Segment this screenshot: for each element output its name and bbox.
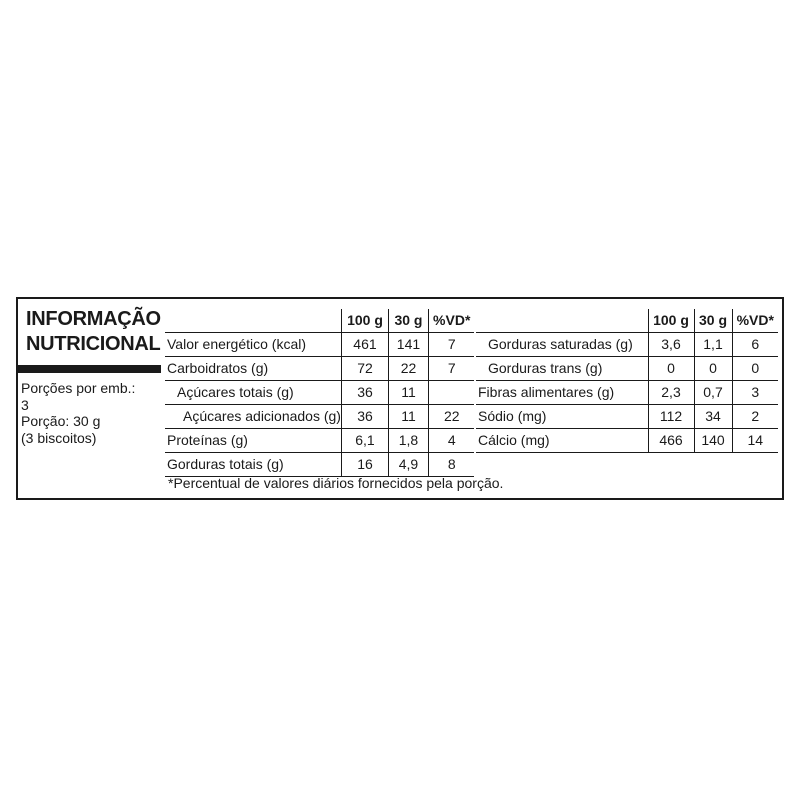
header-vd: %VD* <box>732 309 778 333</box>
nutrient-name: Açúcares totais (g) <box>165 381 341 405</box>
nutrient-name: Cálcio (mg) <box>476 429 648 453</box>
value-per-30g: 34 <box>694 405 732 429</box>
value-vd: 22 <box>428 405 474 429</box>
value-per-30g: 141 <box>388 333 428 357</box>
title-line-2: NUTRICIONAL <box>26 333 161 355</box>
table-row <box>476 357 778 381</box>
value-per-30g: 1,1 <box>694 333 732 357</box>
portions-label: Porções por emb.: <box>21 380 136 396</box>
header-per-30g: 30 g <box>694 309 732 333</box>
value-vd: 2 <box>732 405 778 429</box>
table-row <box>165 453 474 477</box>
title-line-1: INFORMAÇÃO <box>26 308 161 330</box>
value-per-30g: 4,9 <box>388 453 428 477</box>
value-per-100g: 36 <box>341 405 388 429</box>
value-per-100g: 16 <box>341 453 388 477</box>
value-per-30g: 0 <box>694 357 732 381</box>
table-row <box>476 333 778 357</box>
value-vd: 0 <box>732 357 778 381</box>
table-header-row <box>476 309 778 333</box>
value-vd: 4 <box>428 429 474 453</box>
serving-info <box>21 380 135 446</box>
value-per-100g: 461 <box>341 333 388 357</box>
nutrient-name: Carboidratos (g) <box>165 357 341 381</box>
nutrient-name: Gorduras saturadas (g) <box>476 333 648 357</box>
table-row <box>165 333 474 357</box>
header-blank <box>476 309 648 333</box>
nutrient-name: Sódio (mg) <box>476 405 648 429</box>
value-per-100g: 3,6 <box>648 333 694 357</box>
value-per-100g: 466 <box>648 429 694 453</box>
table-row <box>165 429 474 453</box>
value-vd: 7 <box>428 333 474 357</box>
value-per-30g: 1,8 <box>388 429 428 453</box>
value-per-30g: 11 <box>388 381 428 405</box>
nutrient-name: Proteínas (g) <box>165 429 341 453</box>
nutrition-table-left <box>165 309 474 477</box>
table-row <box>476 429 778 453</box>
portion-size: Porção: 30 g <box>21 413 101 429</box>
vd-footnote: *Percentual de valores diários fornecidos pela porção. <box>168 475 504 491</box>
value-per-30g: 140 <box>694 429 732 453</box>
nutrition-table-right <box>476 309 778 453</box>
table-row <box>165 357 474 381</box>
value-per-100g: 112 <box>648 405 694 429</box>
header-per-100g: 100 g <box>648 309 694 333</box>
value-vd: 14 <box>732 429 778 453</box>
value-vd: 8 <box>428 453 474 477</box>
value-per-100g: 6,1 <box>341 429 388 453</box>
nutrient-name: Fibras alimentares (g) <box>476 381 648 405</box>
value-per-100g: 0 <box>648 357 694 381</box>
table-row <box>165 381 474 405</box>
label-title <box>26 307 161 357</box>
portion-description: (3 biscoitos) <box>21 429 97 446</box>
nutrient-name: Açúcares adicionados (g) <box>165 405 341 429</box>
portions-value: 3 <box>21 396 29 413</box>
value-vd <box>428 381 474 405</box>
value-vd: 7 <box>428 357 474 381</box>
value-per-100g: 72 <box>341 357 388 381</box>
value-per-30g: 22 <box>388 357 428 381</box>
nutrient-name: Gorduras trans (g) <box>476 357 648 381</box>
value-per-100g: 2,3 <box>648 381 694 405</box>
header-blank <box>165 309 341 333</box>
table-row <box>165 405 474 429</box>
table-row <box>476 405 778 429</box>
value-per-100g: 36 <box>341 381 388 405</box>
value-vd: 3 <box>732 381 778 405</box>
nutrient-name: Gorduras totais (g) <box>165 453 341 477</box>
header-per-30g: 30 g <box>388 309 428 333</box>
value-per-30g: 0,7 <box>694 381 732 405</box>
value-per-30g: 11 <box>388 405 428 429</box>
header-vd: %VD* <box>428 309 474 333</box>
title-underline-bar <box>18 365 161 373</box>
table-header-row <box>165 309 474 333</box>
value-vd: 6 <box>732 333 778 357</box>
table-row <box>476 381 778 405</box>
header-per-100g: 100 g <box>341 309 388 333</box>
nutrient-name: Valor energético (kcal) <box>165 333 341 357</box>
